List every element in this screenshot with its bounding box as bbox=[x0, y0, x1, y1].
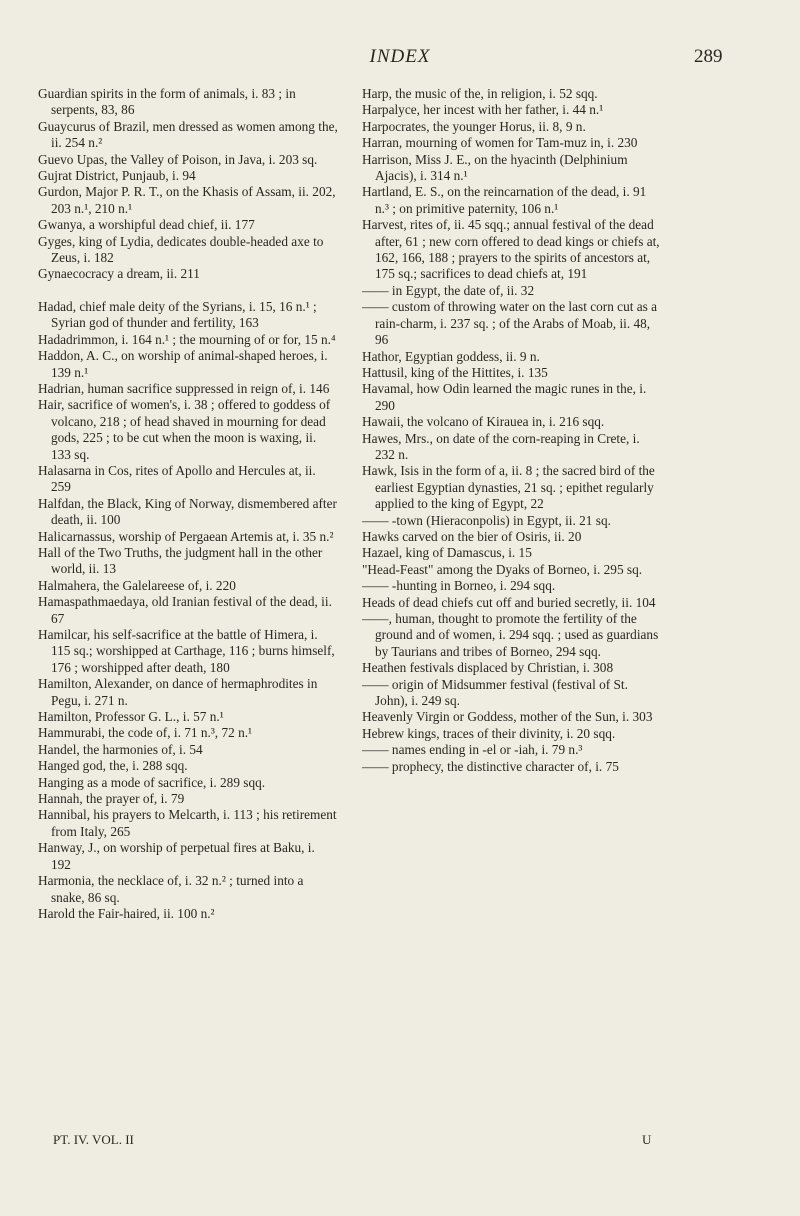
index-entry: Gwanya, a worshipful dead chief, ii. 177 bbox=[38, 217, 255, 233]
index-entry: Harvest, rites of, ii. 45 sqq.; annual festival of the dead after, 61 ; new corn offered to dead kings or chiefs at, 162, 166, 188 ; prayers to the spirits of ancestors at, 175 sq.; sacrifices to dead chiefs at, 191 bbox=[362, 217, 660, 282]
index-entry: Havamal, how Odin learned the magic runes in the, i. 290 bbox=[362, 381, 647, 413]
index-entry: Harp, the music of the, in religion, i. 52 sqq. bbox=[362, 86, 598, 101]
index-entry: Guardian spirits in the form of animals, i. 83 ; in serpents, 83, 86 bbox=[38, 86, 296, 118]
index-entry: Hattusil, king of the Hittites, i. 135 bbox=[362, 364, 548, 380]
index-entry: Hadrian, human sacrifice suppressed in reign of, i. 146 bbox=[38, 380, 330, 396]
index-entry: Hawaii, the volcano of Kirauea in, i. 216 sqq. bbox=[362, 414, 605, 430]
index-entry: Gynaecocracy a dream, ii. 211 bbox=[38, 266, 200, 282]
index-entry: Gurdon, Major P. R. T., on the Khasis of Assam, ii. 202, 203 n.¹, 210 n.¹ bbox=[38, 184, 336, 216]
index-entry: Harpalyce, her incest with her father, i. 44 n.¹ bbox=[362, 102, 604, 118]
index-entry: Hebrew kings, traces of their divinity, i. 20 sqq. bbox=[362, 725, 616, 741]
index-entry: Guevo Upas, the Valley of Poison, in Java, i. 203 sq. bbox=[38, 151, 318, 167]
index-entry: Hannah, the prayer of, i. 79 bbox=[38, 791, 185, 807]
index-entry: Hawks carved on the bier of Osiris, ii. 20 bbox=[362, 528, 582, 544]
index-entry: "Head-Feast" among the Dyaks of Borneo, i. 295 sq. bbox=[362, 561, 643, 577]
index-entry: Hazael, king of Damascus, i. 15 bbox=[362, 545, 532, 561]
index-entry: Halmahera, the Galelareese of, i. 220 bbox=[38, 577, 236, 593]
index-entry: Halasarna in Cos, rites of Apollo and Hercules at, ii. 259 bbox=[38, 462, 316, 495]
index-entry: Heathen festivals displaced by Christian, i. 308 bbox=[362, 660, 614, 676]
index-entry: —— in Egypt, the date of, ii. 32 bbox=[362, 282, 535, 298]
index-entry: Heavenly Virgin or Goddess, mother of the Sun, i. 303 bbox=[362, 709, 653, 725]
index-entry: Halicarnassus, worship of Pergaean Artemis at, i. 35 n.² bbox=[38, 528, 334, 544]
index-entry: Hartland, E. S., on the reincarnation of the dead, i. 91 n.³ ; on primitive paternity, 106 n.¹ bbox=[362, 184, 647, 216]
page-number: 289 bbox=[694, 46, 723, 67]
index-entry: Hamilton, Alexander, on dance of hermaphrodites in Pegu, i. 271 n. bbox=[38, 676, 318, 708]
index-entry: Hammurabi, the code of, i. 71 n.³, 72 n.¹ bbox=[38, 725, 253, 741]
index-entry: Hadadrimmon, i. 164 n.¹ ; the mourning of or for, 15 n.⁴ bbox=[38, 331, 336, 347]
index-entry: ——, human, thought to promote the fertility of the ground and of women, i. 294 sqq. ; used as guardians by Taurians and tribes of Borneo, 294 sqq. bbox=[362, 611, 659, 659]
index-entry: —— origin of Midsummer festival (festival of St. John), i. 249 sq. bbox=[362, 676, 628, 709]
index-entry: Hamilcar, his self-sacrifice at the battle of Himera, i. 115 sq.; worshipped at Carthage, 116 ; burns himself, 176 ; worshipped after death, 180 bbox=[38, 627, 335, 675]
right-column bbox=[362, 86, 662, 775]
index-entry: Harmonia, the necklace of, i. 32 n.² ; turned into a snake, 86 sq. bbox=[38, 873, 304, 905]
index-entry: Halfdan, the Black, King of Norway, dismembered after death, ii. 100 bbox=[38, 495, 337, 528]
index-entry: Harpocrates, the younger Horus, ii. 8, 9 n. bbox=[362, 118, 586, 134]
signature-mark: PT. IV. VOL. II bbox=[53, 1132, 134, 1147]
index-entry: Hamilton, Professor G. L., i. 57 n.¹ bbox=[38, 709, 224, 725]
index-entry: Hannibal, his prayers to Melcarth, i. 113 ; his retirement from Italy, 265 bbox=[38, 807, 337, 839]
index-entry: —— custom of throwing water on the last corn cut as a rain-charm, i. 237 sq. ; of the Arabs of Moab, ii. 48, 96 bbox=[362, 299, 658, 348]
index-entry: Gujrat District, Punjaub, i. 94 bbox=[38, 168, 196, 184]
index-entry: Guaycurus of Brazil, men dressed as women among the, ii. 254 n.² bbox=[38, 118, 338, 151]
page-title: INDEX bbox=[369, 46, 431, 67]
index-entry: —— prophecy, the distinctive character of, i. 75 bbox=[362, 758, 619, 774]
section-gap bbox=[38, 283, 338, 299]
index-entry: Hawk, Isis in the form of a, ii. 8 ; the sacred bird of the earliest Egyptian dynasties, 21 sq. ; epithet regularly applied to the king of Egypt, 22 bbox=[362, 463, 655, 512]
index-entry: Hanway, J., on worship of perpetual fires at Baku, i. 192 bbox=[38, 840, 315, 872]
index-entry: Heads of dead chiefs cut off and buried secretly, ii. 104 bbox=[362, 594, 656, 610]
index-entry: Hawes, Mrs., on date of the corn-reaping in Crete, i. 232 n. bbox=[362, 430, 640, 462]
index-entry: Gyges, king of Lydia, dedicates double-headed axe to Zeus, i. 182 bbox=[38, 233, 324, 266]
index-entry: Hanging as a mode of sacrifice, i. 289 sqq. bbox=[38, 774, 266, 790]
index-entry: Hair, sacrifice of women's, i. 38 ; offered to goddess of volcano, 218 ; of head shaved in mourning for dead gods, 225 ; to be cut when the moon is waxing, ii. 133 sq. bbox=[38, 397, 331, 462]
index-entry: Hamaspathmaedaya, old Iranian festival of the dead, ii. 67 bbox=[38, 594, 332, 626]
index-entry: Harrison, Miss J. E., on the hyacinth (Delphinium Ajacis), i. 314 n.¹ bbox=[362, 151, 628, 184]
index-entry: Hanged god, the, i. 288 sqq. bbox=[38, 758, 188, 774]
index-entry: —— -hunting in Borneo, i. 294 sqq. bbox=[362, 578, 556, 594]
index-entry: Harold the Fair-haired, ii. 100 n.² bbox=[38, 905, 215, 921]
index-entry: —— names ending in -el or -iah, i. 79 n.³ bbox=[362, 742, 583, 758]
index-entry: Harran, mourning of women for Tam-muz in, i. 230 bbox=[362, 135, 638, 151]
index-entry: Haddon, A. C., on worship of animal-shaped heroes, i. 139 n.¹ bbox=[38, 348, 328, 380]
index-entry: Handel, the harmonies of, i. 54 bbox=[38, 741, 203, 757]
left-column bbox=[38, 86, 338, 922]
index-entry: —— -town (Hieraconpolis) in Egypt, ii. 21 sq. bbox=[362, 512, 611, 528]
index-entry: Hadad, chief male deity of the Syrians, i. 15, 16 n.¹ ; Syrian god of thunder and fertility, 163 bbox=[38, 298, 317, 331]
index-entry: Hathor, Egyptian goddess, ii. 9 n. bbox=[362, 348, 540, 364]
index-entry: Hall of the Two Truths, the judgment hall in the other world, ii. 13 bbox=[38, 544, 323, 577]
gathering-letter: U bbox=[642, 1132, 652, 1147]
